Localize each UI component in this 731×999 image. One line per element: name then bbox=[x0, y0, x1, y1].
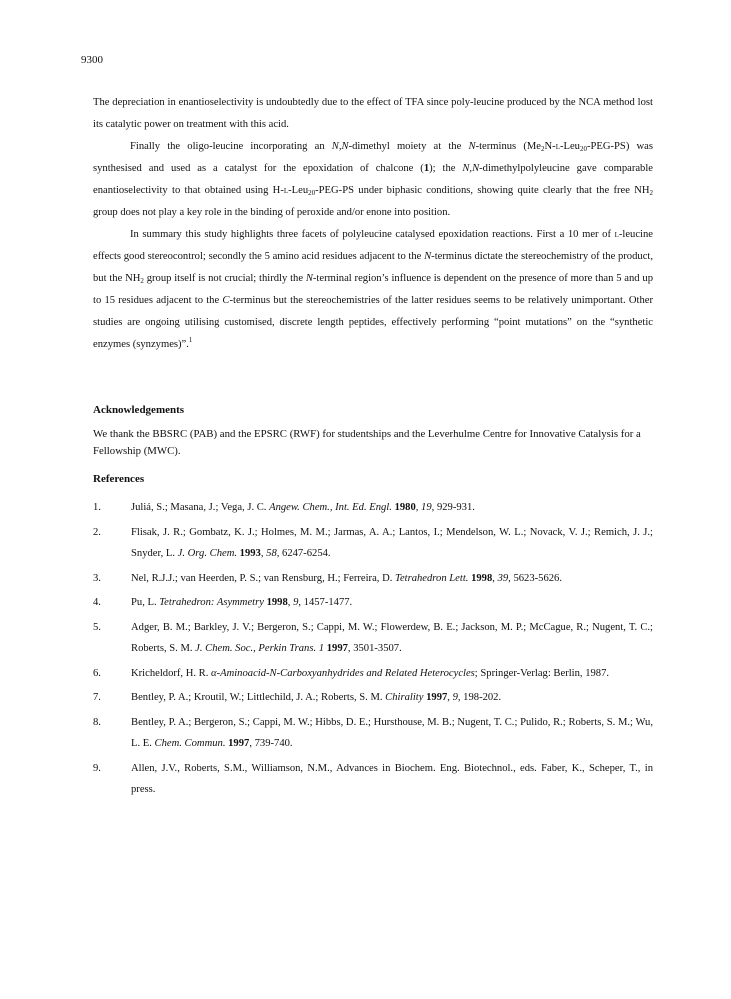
text-run: group itself is not crucial; thirdly the bbox=[143, 273, 306, 284]
reference-number: 2. bbox=[93, 526, 101, 538]
text-run: ); the bbox=[429, 163, 463, 174]
reference-pages: , 6247-6254. bbox=[276, 548, 331, 559]
reference-authors: Allen, J.V., Roberts, S.M., Williamson, N.M., Advances in Biochem. Eng. Biotechnol., eds. Faber, K., Scheper, T., in press. bbox=[131, 762, 653, 795]
text-run: N bbox=[424, 251, 432, 262]
subscript: 2 bbox=[649, 189, 653, 197]
reference-authors: Juliá, S.; Masana, J.; Vega, J. C. bbox=[131, 502, 270, 513]
reference-volume: 19 bbox=[421, 502, 432, 513]
reference-source: Tetrahedron: Asymmetry bbox=[159, 597, 264, 608]
reference-pages: , 1457-1477. bbox=[298, 597, 353, 608]
reference-pages: , 198-202. bbox=[457, 692, 502, 703]
reference-authors: Bentley, P. A.; Kroutil, W.; Littlechild, J. A.; Roberts, S. M. bbox=[131, 692, 386, 703]
reference-source: J. Chem. Soc., Perkin Trans. 1 bbox=[195, 643, 325, 654]
reference-authors: Nel, R.J.J.; van Heerden, P. S.; van Rensburg, H.; Ferreira, D. bbox=[131, 572, 396, 584]
reference-pages: , 929-931. bbox=[431, 502, 475, 513]
paragraph-tfa: The depreciation in enantioselectivity is undoubtedly due to the effect of TFA since poly-leucine produced by the NCA method lost its catalytic power on treatment with this acid. bbox=[93, 97, 653, 130]
paragraph-summary bbox=[93, 224, 653, 356]
reference-number: 1. bbox=[93, 502, 101, 513]
references-heading: References bbox=[93, 473, 145, 485]
text-run: -Leu bbox=[559, 141, 580, 152]
reference-year: 1993 bbox=[239, 548, 261, 559]
reference-item bbox=[93, 663, 653, 685]
acknowledgements-heading: Acknowledgements bbox=[93, 404, 185, 416]
reference-volume: 9 bbox=[452, 692, 458, 703]
text-run: -terminus (Me bbox=[475, 141, 541, 152]
references-list bbox=[93, 497, 653, 804]
small-caps: l bbox=[283, 185, 289, 196]
reference-number: 9. bbox=[93, 762, 101, 774]
text-run: -Leu bbox=[288, 185, 309, 196]
text-run: -terminal region’s influence is dependent on the presence of more than 5 and up to 15 residues adjacent to the bbox=[93, 273, 653, 306]
reference-authors: Flisak, J. R.; Gombatz, K. J.; Holmes, M. M.; Jarmas, A. A.; Lantos, I.; Mendelson, W. L.; Novack, V. J.; Remich, J. J.; Snyder, L. bbox=[131, 526, 653, 559]
reference-year: 1980 bbox=[394, 502, 416, 513]
text-run: -terminus dictate the stereochemistry of the product, but the NH bbox=[93, 251, 653, 284]
reference-source: Tetrahedron Lett. bbox=[395, 572, 469, 584]
reference-item bbox=[93, 712, 653, 755]
reference-pages: , 5623-5626. bbox=[508, 572, 563, 584]
reference-pages: , 739-740. bbox=[249, 738, 293, 749]
reference-authors: Pu, L. bbox=[131, 597, 160, 608]
reference-number: 4. bbox=[93, 597, 101, 608]
reference-number: 5. bbox=[93, 621, 101, 633]
paragraph-dimethyl bbox=[93, 136, 653, 224]
text-run: N- bbox=[544, 141, 556, 152]
reference-pages: ; Springer-Verlag: Berlin, 1987. bbox=[474, 667, 610, 679]
reference-authors: Bentley, P. A.; Bergeron, S.; Cappi, M. W.; Hibbs, D. E.; Hursthouse, M. B.; Nugent, T. C.; Pulido, R.; Roberts, S. M.; Wu, L. E. bbox=[131, 716, 653, 749]
subscript: 20 bbox=[579, 145, 587, 153]
text-run: -PEG-PS) was synthesised and used as a catalyst for the epoxidation of chalcone ( bbox=[93, 141, 653, 174]
body-text bbox=[93, 92, 653, 356]
reference-item: 4. Pu, L. Tetrahedron: Asymmetry 1998, 9, 1457-1477. bbox=[93, 592, 653, 614]
page-number: 9300 bbox=[81, 54, 103, 66]
text-run: N,N bbox=[462, 163, 480, 174]
reference-item bbox=[93, 617, 653, 660]
reference-number: 3. bbox=[93, 572, 101, 584]
reference-source: Angew. Chem., Int. Ed. Engl. bbox=[269, 502, 392, 513]
reference-source: Chem. Commun. bbox=[154, 738, 226, 749]
text-run: -PEG-PS under biphasic conditions, showing quite clearly that the free NH bbox=[315, 185, 650, 196]
reference-source: J. Org. Chem. bbox=[177, 548, 237, 559]
text-run: -dimethyl moiety at the bbox=[348, 141, 469, 152]
reference-item bbox=[93, 758, 653, 801]
text-run: C bbox=[222, 295, 230, 306]
reference-year: 1998 bbox=[471, 572, 493, 584]
reference-number: 7. bbox=[93, 692, 101, 703]
text-run: N bbox=[305, 273, 313, 284]
citation-superscript: 1 bbox=[188, 336, 193, 344]
reference-year: 1998 bbox=[266, 597, 288, 608]
reference-year: 1997 bbox=[426, 692, 448, 703]
text-run: -leucine effects good stereocontrol; secondly the 5 amino acid residues adjacent to the bbox=[93, 229, 653, 262]
small-caps: l bbox=[555, 141, 560, 152]
reference-item: 3. Nel, R.J.J.; van Heerden, P. S.; van Rensburg, H.; Ferreira, D. Tetrahedron Lett. 1998, 39, 5623-5626. bbox=[93, 568, 653, 590]
subscript: 20 bbox=[308, 189, 316, 197]
reference-volume: 39 bbox=[497, 572, 509, 584]
reference-volume: 58 bbox=[266, 548, 277, 559]
subscript: 2 bbox=[140, 277, 144, 285]
text-run: Finally the oligo-leucine incorporating an bbox=[130, 141, 332, 152]
reference-number: 6. bbox=[93, 667, 101, 679]
reference-authors: Kricheldorf, H. R. bbox=[131, 667, 212, 679]
acknowledgements-text: We thank the BBSRC (PAB) and the EPSRC (RWF) for studentships and the Leverhulme Centre for Innovative Catalysis for a Fellowship (MWC). bbox=[93, 428, 641, 457]
reference-authors: Adger, B. M.; Barkley, J. V.; Bergeron, S.; Cappi, M. W.; Flowerdew, B. E.; Jackson, M. P.; McCague, R.; Nugent, T. C.; Roberts, S. M. bbox=[131, 621, 653, 654]
subscript: 2 bbox=[541, 145, 545, 153]
compound-number: 1 bbox=[423, 163, 430, 174]
small-caps: l bbox=[614, 229, 619, 240]
reference-item: 2. Flisak, J. R.; Gombatz, K. J.; Holmes, M. M.; Jarmas, A. A.; Lantos, I.; Mendelson, W. L.; Novack, V. J.; Remich, J. J.; Snyder, L. J. Org. Chem. 1993, 58, 6247-6254. bbox=[93, 522, 653, 565]
reference-year: 1997 bbox=[326, 643, 348, 654]
reference-pages: , 3501-3507. bbox=[347, 643, 402, 654]
text-run: -dimethylpolyleucine gave comparable enantioselectivity to that obtained using H- bbox=[93, 163, 653, 196]
text-run: -terminus but the stereochemistries of the latter residues seems to be relatively unimportant. Other studies are ongoing utilising customised, discrete length peptides, effectively performing “point mutations” on the “synthetic enzymes (synzymes)”. bbox=[93, 295, 653, 350]
reference-number: 8. bbox=[93, 716, 101, 728]
text-run: group does not play a key role in the binding of peroxide and/or enone into position. bbox=[93, 207, 451, 218]
text-run: N,N bbox=[331, 141, 349, 152]
reference-source: Chirality bbox=[385, 692, 424, 703]
reference-source: α-Aminoacid-N-Carboxyanhydrides and Related Heterocycles bbox=[211, 667, 475, 679]
reference-volume: 9 bbox=[293, 597, 299, 608]
reference-year: 1997 bbox=[228, 738, 250, 749]
reference-item: 7. Bentley, P. A.; Kroutil, W.; Littlechild, J. A.; Roberts, S. M. Chirality 1997, 9, 198-202. bbox=[93, 687, 653, 709]
text-run: N bbox=[468, 141, 476, 152]
reference-item: 1. Juliá, S.; Masana, J.; Vega, J. C. Angew. Chem., Int. Ed. Engl. 1980, 19, 929-931. bbox=[93, 497, 653, 519]
text-run: In summary this study highlights three facets of polyleucine catalysed epoxidation reactions. First a 10 mer of bbox=[130, 229, 615, 240]
